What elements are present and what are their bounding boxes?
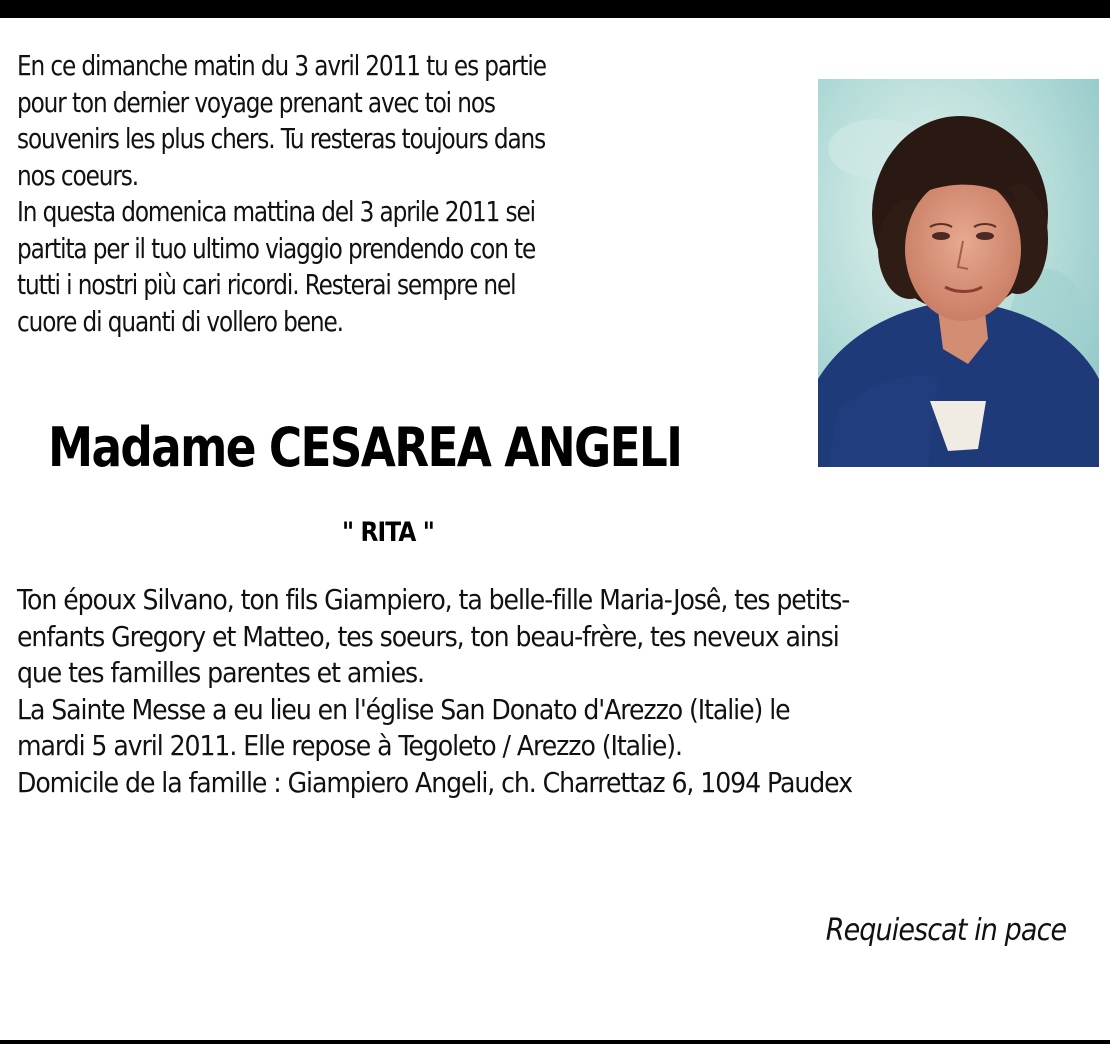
intro-line: pour ton dernier voyage prenant avec toi nos [17,85,495,119]
family-text [17,582,1097,801]
deceased-name: Madame CESAREA ANGELI [48,416,682,479]
family-line: mardi 5 avril 2011. Elle repose à Tegoleto / Arezzo (Italie). [17,729,682,762]
intro-line: souvenirs les plus chers. Tu resteras toujours dans [17,122,546,155]
family-line: que tes familles parentes et amies. [17,656,424,689]
deceased-nickname: " RITA " [342,517,435,548]
portrait-illustration [818,79,1099,467]
closing-phrase: Requiescat in pace [825,913,1066,948]
intro-line: nos coeurs. [17,158,138,192]
top-rule [0,0,1110,18]
intro-text [17,48,735,340]
intro-line: tutti i nostri più cari ricordi. Resterai sempre nel [17,268,516,301]
family-line: Domicile de la famille : Giampiero Angeli, ch. Charrettaz 6, 1094 Paudex [17,765,853,799]
family-line: enfants Gregory et Matteo, tes soeurs, ton beau-frère, tes neveux ainsi [17,619,839,653]
family-line: La Sainte Messe a eu lieu en l'église San Donato d'Arezzo (Italie) le [17,692,790,726]
intro-line: In questa domenica mattina del 3 aprile 2011 sei [17,195,536,228]
portrait-photo [818,79,1099,467]
intro-line: partita per il tuo ultimo viaggio prendendo con te [17,231,536,265]
family-line: Ton époux Silvano, ton fils Giampiero, ta belle-fille Maria-Josê, tes petits- [17,583,850,616]
bottom-rule [0,1040,1110,1044]
intro-line: cuore di quanti di vollero bene. [17,304,343,338]
intro-line: En ce dimanche matin du 3 avril 2011 tu es partie [17,49,546,82]
